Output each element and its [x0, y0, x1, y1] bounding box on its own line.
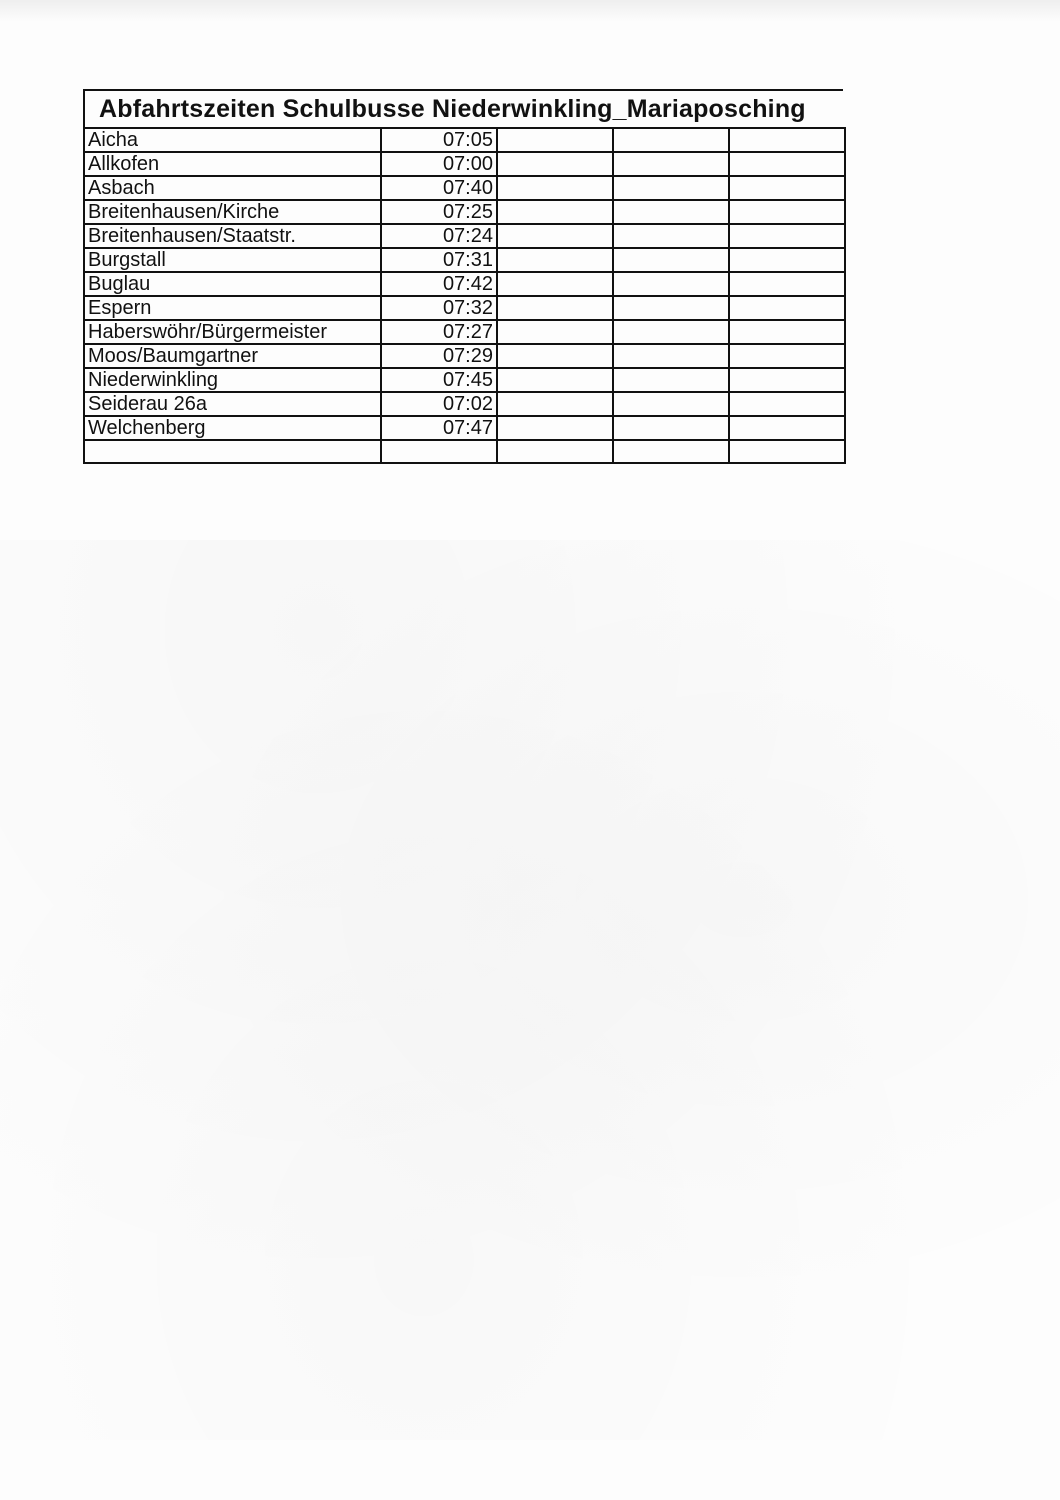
table-row: [84, 368, 845, 392]
stop-name-cell: Haberswöhr/Bürgermeister: [84, 320, 381, 344]
departure-time-cell: [381, 440, 497, 463]
departure-time-cell: 07:29: [381, 344, 497, 368]
empty-cell: [729, 128, 845, 152]
empty-cell: [729, 344, 845, 368]
stop-name-cell: Breitenhausen/Staatstr.: [84, 224, 381, 248]
empty-cell: [613, 416, 729, 440]
empty-cell: [729, 224, 845, 248]
table-row: [84, 296, 845, 320]
empty-cell: [497, 344, 613, 368]
empty-cell: [613, 176, 729, 200]
empty-cell: [497, 320, 613, 344]
departure-time-cell: 07:27: [381, 320, 497, 344]
stop-name-cell: Welchenberg: [84, 416, 381, 440]
departure-time-cell: 07:00: [381, 152, 497, 176]
empty-cell: [729, 152, 845, 176]
table-row: [84, 152, 845, 176]
title-bar: [83, 89, 843, 127]
table-body: [84, 128, 845, 463]
empty-cell: [613, 440, 729, 463]
departure-time-cell: 07:31: [381, 248, 497, 272]
empty-cell: [729, 440, 845, 463]
empty-cell: [497, 416, 613, 440]
table-row: [84, 344, 845, 368]
table-row: [84, 176, 845, 200]
empty-cell: [613, 344, 729, 368]
empty-cell: [497, 368, 613, 392]
scan-shadow: [0, 0, 1060, 22]
page-title: Abfahrtszeiten Schulbusse Niederwinkling_Mariaposching: [99, 95, 806, 123]
table-row: [84, 248, 845, 272]
departure-time-cell: 07:45: [381, 368, 497, 392]
empty-cell: [497, 176, 613, 200]
empty-cell: [613, 272, 729, 296]
departure-table: [83, 127, 846, 464]
departure-time-cell: 07:40: [381, 176, 497, 200]
departure-time-cell: 07:32: [381, 296, 497, 320]
stop-name-cell: [84, 440, 381, 463]
table-row: [84, 128, 845, 152]
empty-cell: [497, 248, 613, 272]
table-row: [84, 416, 845, 440]
empty-cell: [613, 248, 729, 272]
table-row: [84, 320, 845, 344]
stop-name-cell: Niederwinkling: [84, 368, 381, 392]
empty-cell: [497, 272, 613, 296]
empty-cell: [729, 176, 845, 200]
empty-cell: [729, 416, 845, 440]
stop-name-cell: Asbach: [84, 176, 381, 200]
stop-name-cell: Moos/Baumgartner: [84, 344, 381, 368]
empty-cell: [497, 224, 613, 248]
empty-cell: [729, 200, 845, 224]
empty-cell: [613, 392, 729, 416]
empty-cell: [613, 224, 729, 248]
table-row: [84, 272, 845, 296]
table-row: [84, 440, 845, 463]
table-row: [84, 200, 845, 224]
empty-cell: [729, 248, 845, 272]
empty-cell: [497, 392, 613, 416]
departure-time-cell: 07:47: [381, 416, 497, 440]
empty-cell: [729, 320, 845, 344]
departure-time-cell: 07:02: [381, 392, 497, 416]
empty-cell: [613, 152, 729, 176]
empty-cell: [497, 200, 613, 224]
timetable-sheet: [83, 89, 846, 464]
empty-cell: [729, 296, 845, 320]
empty-cell: [613, 368, 729, 392]
departure-time-cell: 07:05: [381, 128, 497, 152]
empty-cell: [729, 368, 845, 392]
departure-time-cell: 07:25: [381, 200, 497, 224]
stop-name-cell: Allkofen: [84, 152, 381, 176]
table-row: [84, 392, 845, 416]
empty-cell: [497, 128, 613, 152]
empty-cell: [497, 440, 613, 463]
stop-name-cell: Buglau: [84, 272, 381, 296]
stop-name-cell: Espern: [84, 296, 381, 320]
stop-name-cell: Seiderau 26a: [84, 392, 381, 416]
empty-cell: [729, 392, 845, 416]
scan-texture: [0, 540, 1060, 1440]
empty-cell: [613, 200, 729, 224]
departure-time-cell: 07:42: [381, 272, 497, 296]
stop-name-cell: Burgstall: [84, 248, 381, 272]
empty-cell: [613, 320, 729, 344]
empty-cell: [497, 296, 613, 320]
empty-cell: [497, 152, 613, 176]
stop-name-cell: Aicha: [84, 128, 381, 152]
empty-cell: [613, 128, 729, 152]
empty-cell: [729, 272, 845, 296]
departure-time-cell: 07:24: [381, 224, 497, 248]
stop-name-cell: Breitenhausen/Kirche: [84, 200, 381, 224]
empty-cell: [613, 296, 729, 320]
table-row: [84, 224, 845, 248]
